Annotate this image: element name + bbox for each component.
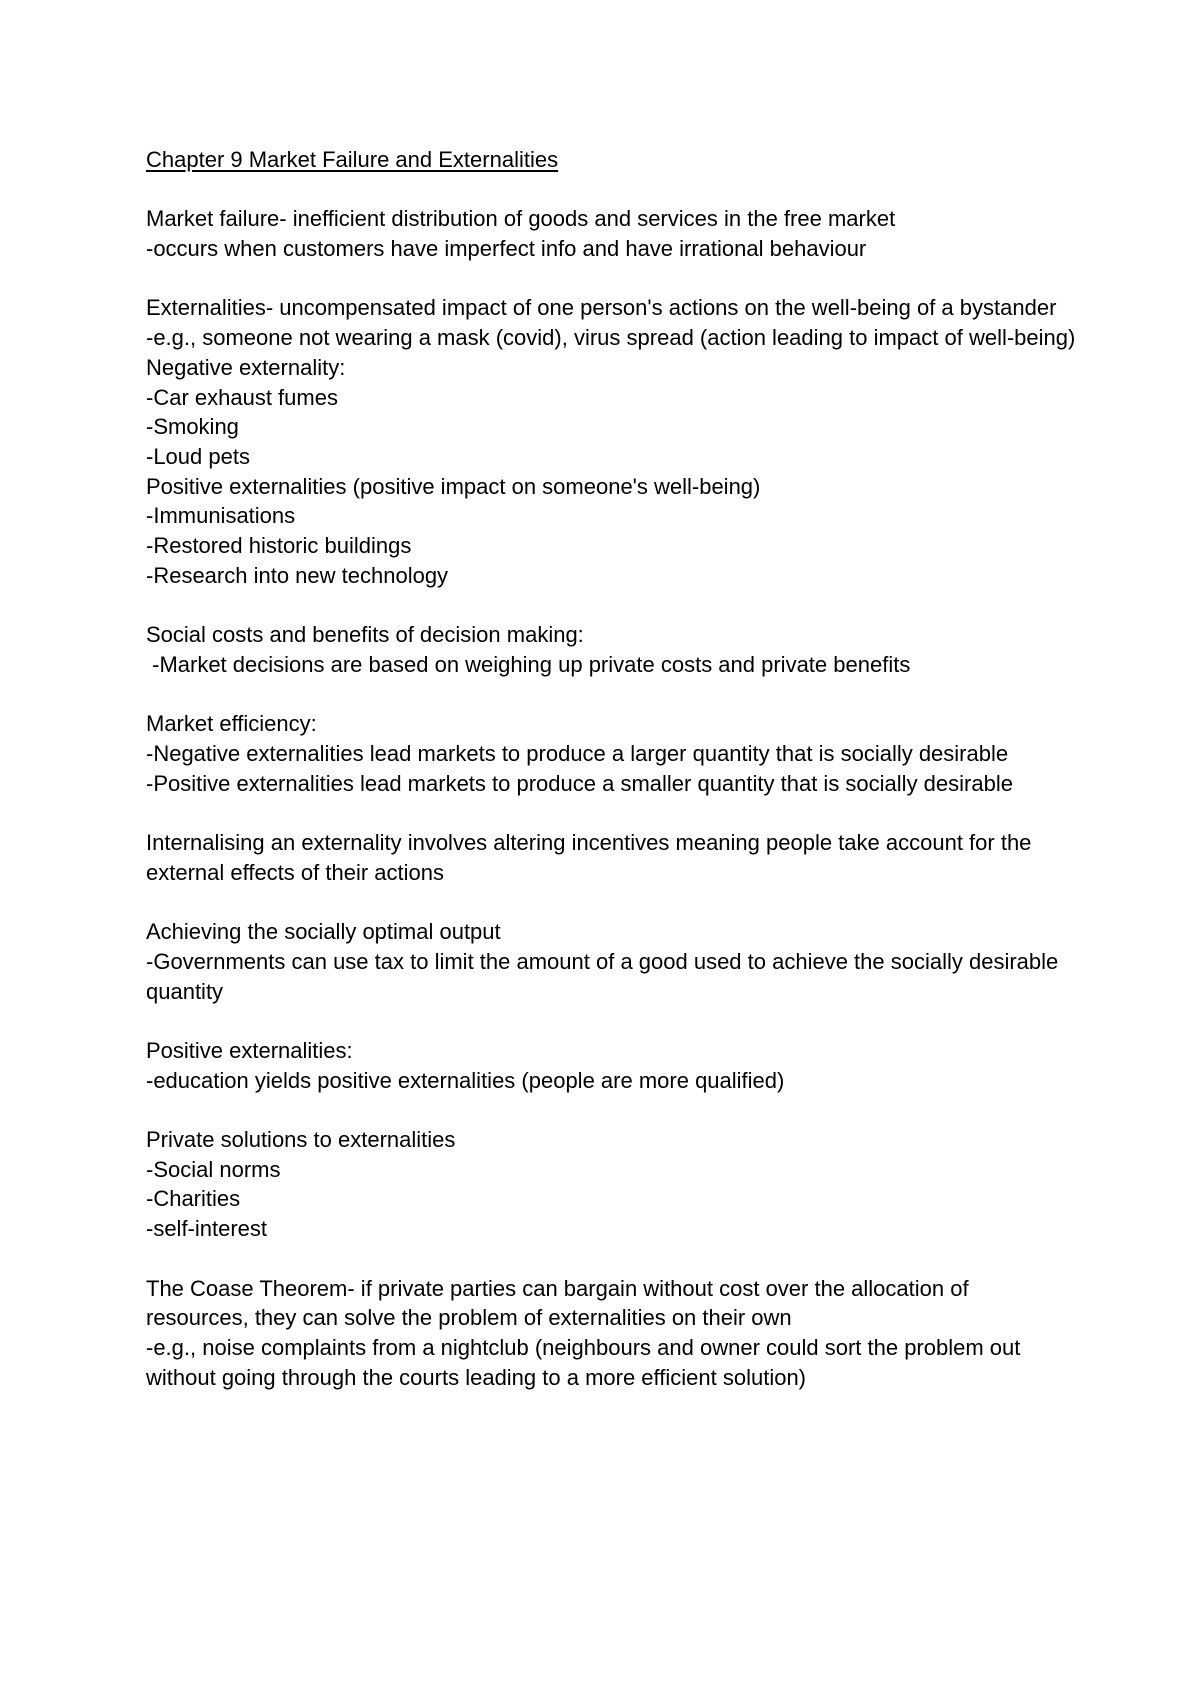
document-body (146, 145, 1076, 1392)
positive-externalities-note: -education yields positive externalities (people are more qualified) (146, 1067, 785, 1093)
externalities-example: -e.g., someone not wearing a mask (covid), virus spread (action leading to impact of well-being) (146, 325, 1076, 351)
market-failure-definition: Market failure- inefficient distribution of goods and services in the free market (146, 206, 896, 232)
social-optimum-note: -Governments can use tax to limit the amount of a good used to achieve the socially desirable quantity (146, 948, 1059, 1004)
market-failure-note: -occurs when customers have imperfect info and have irrational behaviour (146, 236, 867, 262)
negative-externality-heading: Negative externality: (146, 354, 346, 380)
page-title: Chapter 9 Market Failure and Externalities (146, 147, 559, 172)
coase-theorem-example: -e.g., noise complaints from a nightclub (neighbours and owner could sort the problem out without going through the courts leading to a more efficient solution) (146, 1334, 1021, 1390)
list-item: -Social norms (146, 1156, 281, 1182)
internalising-paragraph: Internalising an externality involves altering incentives meaning people take account for the external effects of their actions (146, 830, 1032, 885)
social-costs-heading: Social costs and benefits of decision making: (146, 622, 584, 648)
list-item: -Research into new technology (146, 562, 449, 588)
list-item: -self-interest (146, 1216, 268, 1242)
spacer (146, 680, 1076, 710)
list-item: -Negative externalities lead markets to produce a larger quantity that is socially desirable (146, 741, 1009, 766)
positive-externalities-heading: Positive externalities: (146, 1037, 353, 1063)
spacer (146, 175, 1076, 205)
list-item: -Positive externalities lead markets to produce a smaller quantity that is socially desirable (146, 770, 1013, 796)
spacer (146, 1095, 1076, 1125)
list-item: -Immunisations (146, 503, 296, 529)
positive-externality-heading: Positive externalities (positive impact on someone's well-being) (146, 473, 761, 499)
list-item: -Charities (146, 1186, 241, 1212)
social-optimum-heading: Achieving the socially optimal output (146, 919, 501, 945)
market-efficiency-heading: Market efficiency: (146, 711, 317, 737)
spacer (146, 591, 1076, 621)
private-solutions-heading: Private solutions to externalities (146, 1127, 456, 1153)
externalities-definition: Externalities- uncompensated impact of one person's actions on the well-being of a bystander (146, 295, 1057, 321)
spacer (146, 1006, 1076, 1036)
spacer (146, 264, 1076, 294)
social-costs-note: -Market decisions are based on weighing up private costs and private benefits (146, 651, 911, 677)
spacer (146, 1244, 1076, 1274)
coase-theorem-definition: The Coase Theorem- if private parties can bargain without cost over the allocation of resources, they can solve the problem of externalities on their own (146, 1275, 969, 1331)
list-item: -Car exhaust fumes (146, 384, 338, 410)
list-item: -Restored historic buildings (146, 533, 412, 559)
list-item: -Smoking (146, 414, 239, 440)
spacer (146, 888, 1076, 918)
spacer (146, 798, 1076, 828)
list-item: -Loud pets (146, 444, 250, 469)
